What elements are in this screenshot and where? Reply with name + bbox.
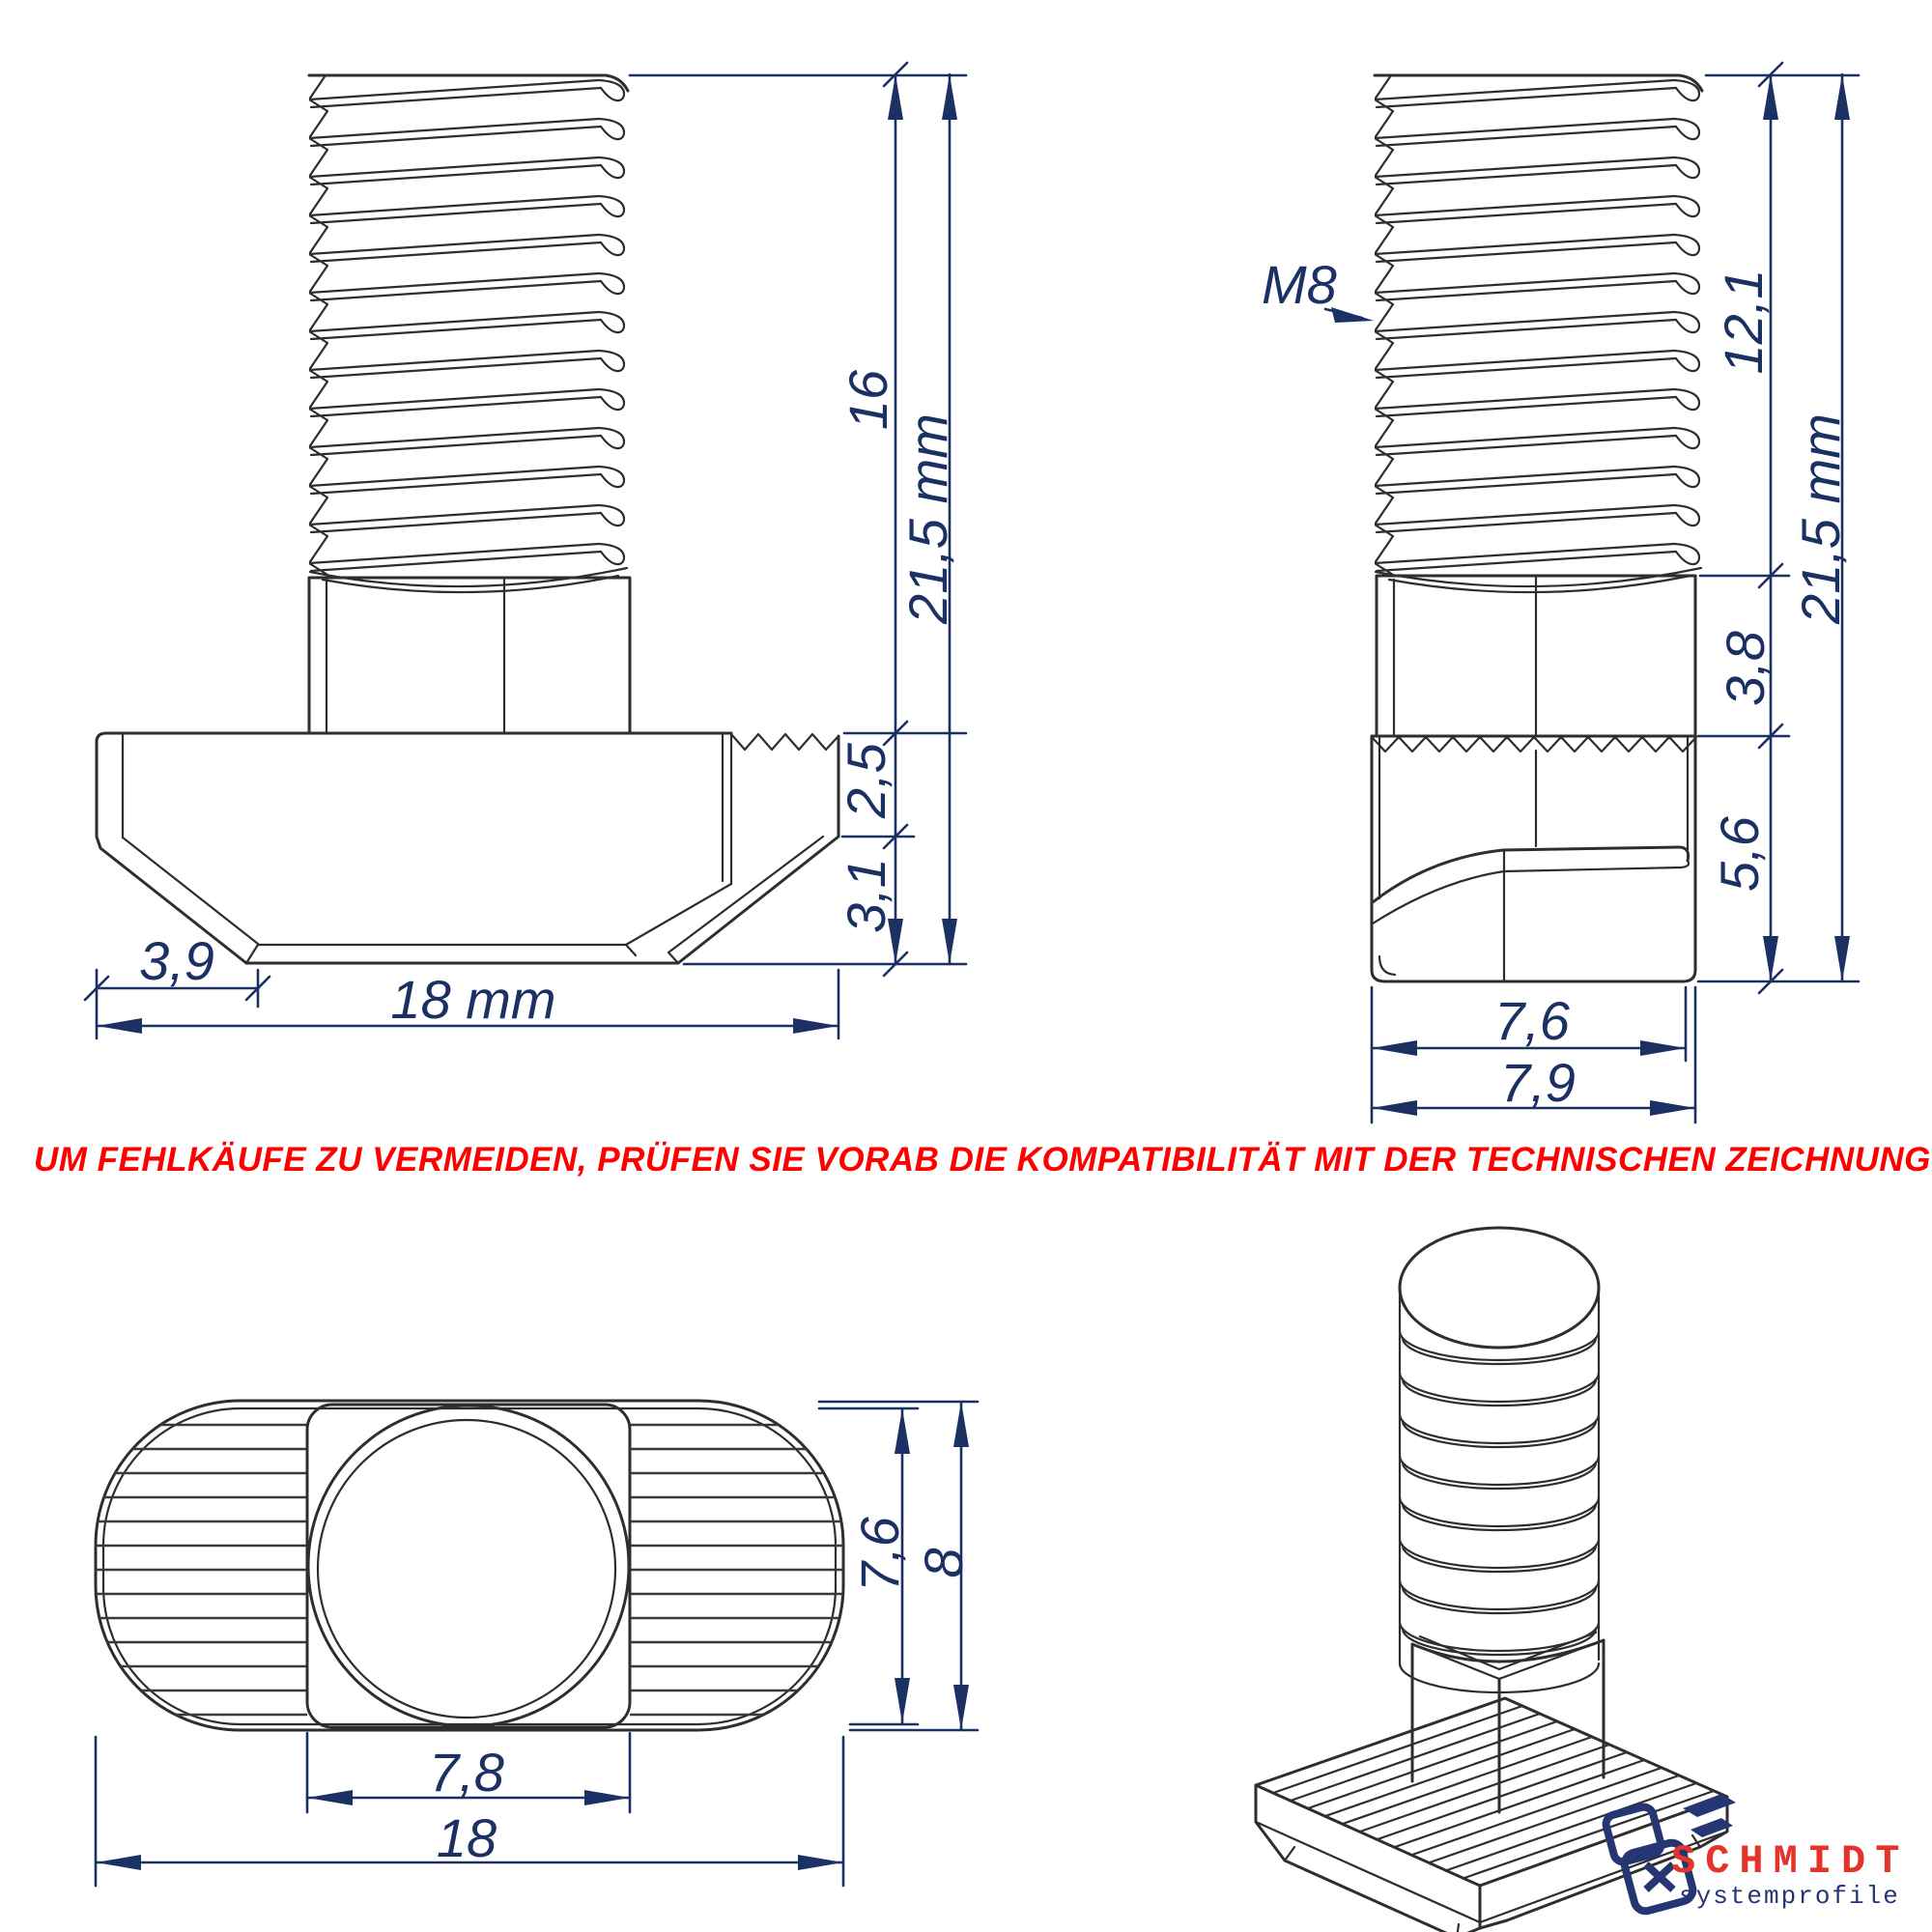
side-view-neck [1377,576,1695,736]
compatibility-warning: UM FEHLKÄUFE ZU VERMEIDEN, PRÜFEN SIE VORAB DIE KOMPATIBILITÄT MIT DER TECHNISCHEN ZEICHNUNG [34,1141,1931,1179]
dim-neck-width-top: 7,8 [429,1742,504,1803]
side-view-head [1372,736,1696,981]
top-view [96,1401,978,1886]
side-view-thread [1375,74,1703,592]
dim-total-length-side: 21,5 mm [1790,413,1851,624]
front-view-head [97,733,838,963]
dim-head-width-top: 8 [913,1548,974,1578]
dim-head-width-outer: 7,9 [1500,1052,1576,1113]
dim-head-length-top: 18 [436,1807,497,1868]
thread-shaft-side [1375,74,1703,576]
side-view [1262,63,1859,1122]
serration-zigzag-side [1372,737,1696,752]
dim-thread-length-side: 12,1 [1713,269,1774,375]
dim-total-length-front: 21,5 mm [897,413,958,624]
dim-chamfer-height: 3,1 [836,858,896,933]
front-view-neck [309,578,630,733]
dim-thread-length-front: 16 [838,369,898,431]
dim-head-height: 5,6 [1709,816,1770,892]
dim-plate-thickness: 2,5 [836,743,896,818]
dim-neck-height: 3,8 [1715,631,1776,706]
thread-top-cap [1400,1228,1599,1348]
dim-slot-width-top: 7,6 [849,1517,910,1592]
front-view-thread [309,74,628,592]
logo [1604,1794,1909,1914]
logo-subtitle-text: systemprofile [1679,1882,1900,1911]
serration-hatch [96,1425,843,1715]
thread-circle-outer [308,1406,629,1726]
thread-size-label: M8 [1262,254,1337,315]
thread-circle-inner [318,1420,615,1718]
logo-brand-text: SCHMIDT [1671,1838,1910,1885]
thread-shaft [309,74,628,576]
dim-head-length-front: 18 mm [390,969,556,1030]
dim-chamfer-width: 3,9 [139,930,214,991]
dim-head-width-inner: 7,6 [1494,990,1570,1051]
front-view [85,63,966,1038]
serration-zigzag [731,734,838,750]
